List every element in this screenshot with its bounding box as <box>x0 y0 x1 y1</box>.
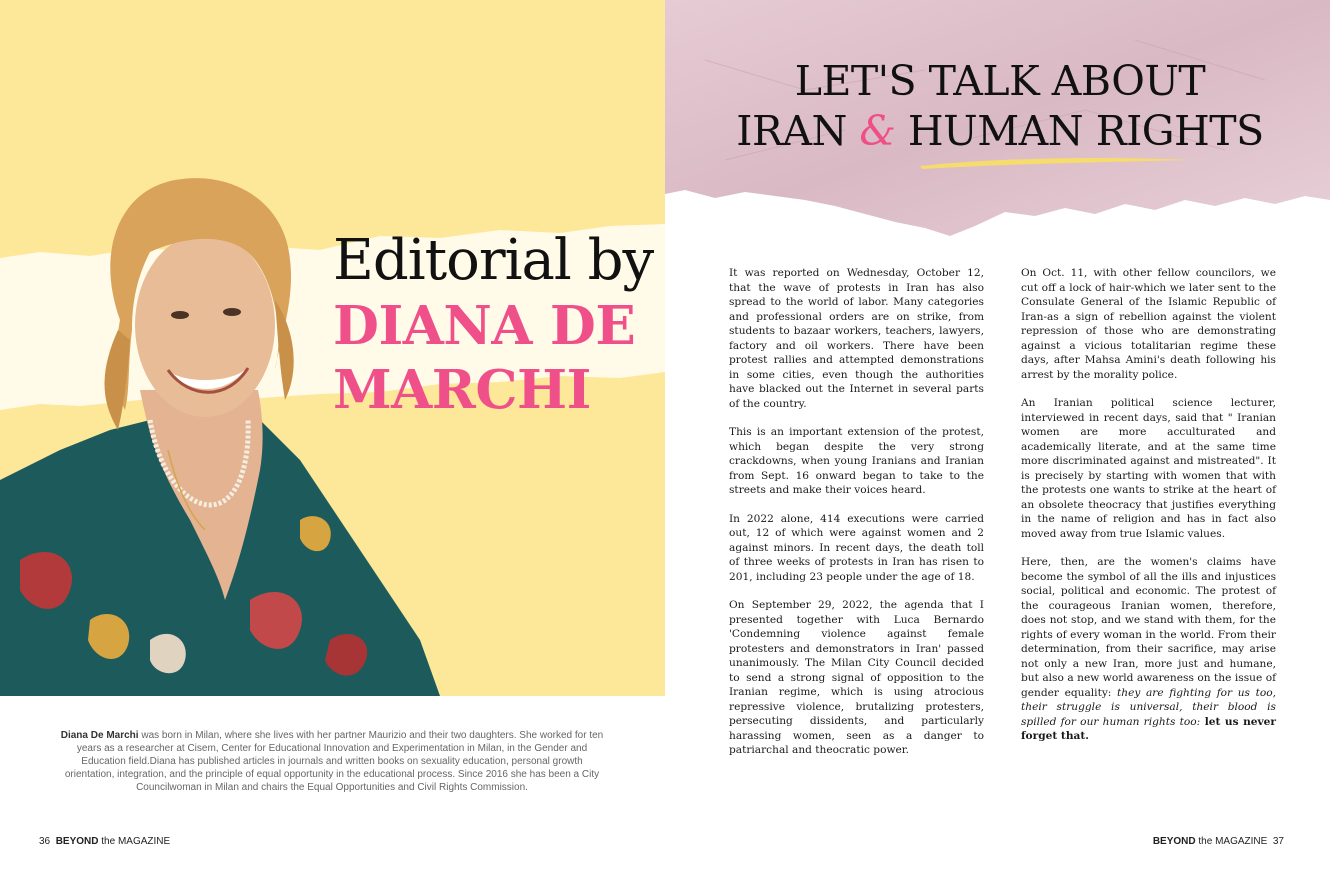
footer-right <box>1153 836 1284 847</box>
headline-line1: LET'S TALK ABOUT <box>794 57 1206 105</box>
author-name-line1: DIANA DE <box>333 295 636 357</box>
footer-brand-suffix-left: the MAGAZINE <box>98 836 171 847</box>
author-name <box>333 294 635 422</box>
col1-paragraph-1: It was reported on Wednesday, October 12, that the wave of protests in Iran has also spread to the world of labor. Many categories and professional orders are on strike, from students to bazaar workers, teachers, lawyers, factory and oil workers. There have been protest rallies and attempted demonstrations in some cities, even though the authorities have blacked out the Internet in several parts of the country. <box>729 267 984 410</box>
article-headline <box>700 56 1300 156</box>
yellow-underline-swoosh <box>916 154 1196 170</box>
headline-line2-start: IRAN <box>736 107 860 155</box>
footer-brand-suffix-right: the MAGAZINE <box>1195 836 1268 847</box>
col1-paragraph-3: In 2022 alone, 414 executions were carried out, 12 of which were against women and 2 against minors. In recent days, the death toll of three weeks of protests in Iran has risen to 201, including 23 people under the age of 18. <box>729 512 984 583</box>
col2-paragraph-3 <box>1021 555 1276 744</box>
col2-paragraph-2: An Iranian political science lecturer, interviewed in recent days, said that " Iranian women are more acculturated and academically literate, and at the same time more discriminated against and mistreated". It is precisely by starting with women that with the protests one wants to strike at the heart of an obsolete theocracy that justifies everything in the name of religion and has in fact also moved away from true Islamic values. <box>1021 397 1276 540</box>
author-name-line2: MARCHI <box>333 359 591 421</box>
article-column-2 <box>1021 266 1276 758</box>
footer-brand-left: BEYOND <box>55 836 99 847</box>
page-number-right: 37 <box>1272 836 1284 847</box>
col2-closing-text: Here, then, are the women's claims have become the symbol of all the ills and injustices social, political and economic. The protest of the courageous Iranian women, therefore, does not stop, and we stand with them, for the rights of every woman in the world. From their determination, from their sacrifice, may arise not only a new Iran, more just and humane, but also a new world awareness on the issue of gender equality: <box>1021 556 1276 699</box>
footer-left <box>39 836 170 847</box>
headline-line2-end: HUMAN RIGHTS <box>895 107 1264 155</box>
left-page-panel <box>0 0 665 696</box>
editorial-title: Editorial by <box>333 228 654 293</box>
headline-ampersand: & <box>859 107 896 155</box>
col2-closing-bold: let us never forget that. <box>1021 715 1276 742</box>
bio-name: Diana De Marchi <box>60 730 139 741</box>
col2-paragraph-1: On Oct. 11, with other fellow councilors, we cut off a lock of hair-which we later sent to the Consulate General of the Islamic Republic of Iran-as a sign of rebellion against the violent repression of those who are demonstrating against a vicious totalitarian regime these days, after Mahsa Amini's death following his arrest by the morality police. <box>1021 267 1276 381</box>
page-number-left: 36 <box>39 836 51 847</box>
col1-paragraph-4: On September 29, 2022, the agenda that I presented together with Luca Bernardo 'Condemning violence against female protesters and demonstrators in Iran' passed unanimously. The Milan City Council decided to send a strong signal of opposition to the Iranian regime, which is using atrocious repressive violence, brutalizing protesters, persecuting dissidents, and particularly harassing women, seen as a danger to patriarchal and theocratic power. <box>729 599 984 756</box>
headline-line2 <box>700 106 1300 156</box>
footer-brand-right: BEYOND <box>1152 836 1196 847</box>
col2-closing-italic: they are fighting for us too, their struggle is universal, their blood is spilled for our human rights too: <box>1021 686 1276 728</box>
bio-text: was born in Milan, where she lives with her partner Maurizio and their two daughters. She worked for ten years as a researcher at Cisem, Center for Educational Innovation and Experimentation in Milan, in the Gender and Education field.Diana has published articles in journals and written books on sexuality education, personal growth orientation, integration, and the principle of equal opportunity in the educational process. Since 2016 she has been a City Councilwoman in Milan and chairs the Equal Opportunities and Civil Rights Commission. <box>64 730 604 793</box>
article-column-1 <box>729 266 984 772</box>
author-bio <box>56 730 608 795</box>
col1-paragraph-2: This is an important extension of the protest, which began despite the very strong crackdowns, when young Iranians and Iranian from Sept. 16 onward began to take to the streets and make their voices heard. <box>729 426 984 496</box>
